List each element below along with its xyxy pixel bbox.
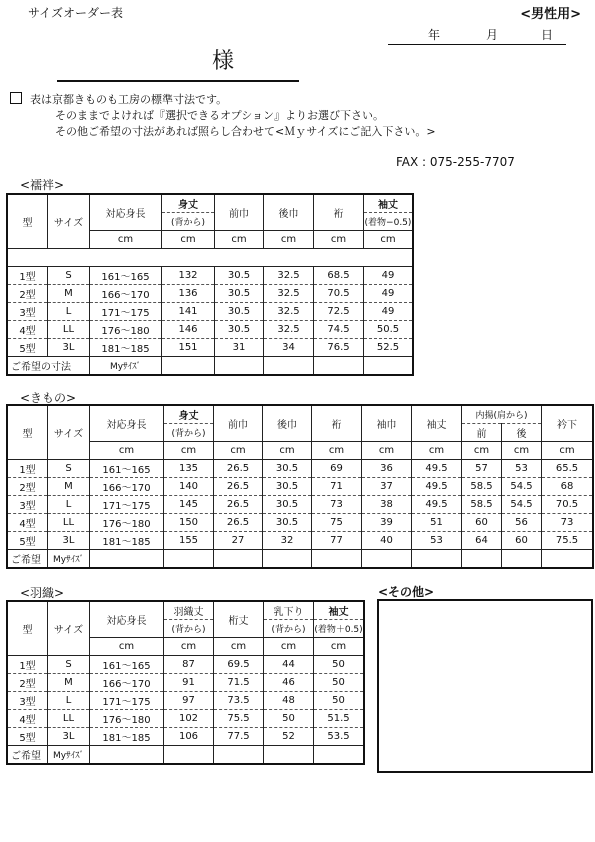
kimono-cell: 60 (462, 514, 502, 532)
haori-table (7, 601, 364, 764)
juban-cell: 166～170 (90, 285, 162, 303)
haori-cell: 77.5 (214, 728, 264, 746)
haori-custom-label: ご希望 (8, 746, 48, 764)
kimono-cell: 2型 (8, 478, 48, 496)
haori-section-title: <羽織> (20, 586, 65, 600)
juban-cell: 141 (162, 303, 215, 321)
kimono-cell: 60 (502, 532, 542, 550)
kimono-header-uchiage: 内揚(肩から) (462, 406, 542, 424)
kimono-cell: 57 (462, 460, 502, 478)
row-spacer (8, 249, 413, 267)
unit-cell: cm (502, 442, 542, 460)
kimono-cell: S (48, 460, 90, 478)
kimono-cell: 27 (214, 532, 263, 550)
haori-cell: 73.5 (214, 692, 264, 710)
juban-cell: M (48, 285, 90, 303)
kimono-body (8, 460, 593, 550)
haori-cell: 166～170 (90, 674, 164, 692)
kimono-row (8, 496, 593, 514)
date-day-label: 日 (541, 28, 554, 42)
juban-custom-label: ご希望の寸法 (8, 357, 90, 375)
kimono-cell: 145 (164, 496, 214, 514)
kimono-cell: 3L (48, 532, 90, 550)
juban-cell: 74.5 (314, 321, 364, 339)
intro-line-1: 表は京都きものも工房の標準寸法です。 (30, 93, 228, 106)
haori-cell: 50 (264, 710, 314, 728)
juban-cell: 181～185 (90, 339, 162, 357)
haori-header-ketatake: 桁丈 (214, 602, 264, 638)
kimono-cell: 38 (362, 496, 412, 514)
juban-cell: 50.5 (364, 321, 413, 339)
kimono-cell: 53 (412, 532, 462, 550)
unit-cell: cm (164, 638, 214, 656)
juban-cell: 30.5 (215, 303, 264, 321)
juban-cell: 68.5 (314, 267, 364, 285)
juban-header-ushirohaba: 後巾 (264, 195, 314, 231)
haori-sub-sodetake: (着物＋0.5) (314, 620, 364, 638)
kimono-cell: 26.5 (214, 460, 263, 478)
kimono-sub-mae: 前 (462, 424, 502, 442)
kimono-cell: 135 (164, 460, 214, 478)
haori-cell: LL (48, 710, 90, 728)
haori-cell: 3型 (8, 692, 48, 710)
haori-cell: M (48, 674, 90, 692)
haori-header-haoritake: 羽織丈 (164, 602, 214, 620)
intro-text (10, 92, 436, 140)
juban-cell: 30.5 (215, 285, 264, 303)
haori-input-haoritake[interactable] (164, 746, 214, 764)
juban-input-sodetake[interactable] (364, 357, 413, 375)
kimono-cell: 56 (502, 514, 542, 532)
haori-cell: 1型 (8, 656, 48, 674)
kimono-input-eri[interactable] (542, 550, 593, 568)
kimono-cell: 65.5 (542, 460, 593, 478)
kimono-cell: 37 (362, 478, 412, 496)
kimono-cell: 5型 (8, 532, 48, 550)
haori-header-height: 対応身長 (90, 602, 164, 638)
kimono-cell: 30.5 (263, 514, 312, 532)
unit-cell: cm (162, 231, 215, 249)
date-field-line[interactable] (388, 44, 566, 45)
kimono-cell: 30.5 (263, 460, 312, 478)
unit-cell: cm (90, 231, 162, 249)
juban-my-size-label: Myｻｲｽﾞ (90, 357, 162, 375)
kimono-cell: 26.5 (214, 496, 263, 514)
kimono-cell: L (48, 496, 90, 514)
kimono-row (8, 514, 593, 532)
juban-header-yuki: 裄 (314, 195, 364, 231)
kimono-cell: 54.5 (502, 496, 542, 514)
kimono-cell: 51 (412, 514, 462, 532)
juban-row (8, 267, 413, 285)
juban-cell: 4型 (8, 321, 48, 339)
juban-cell: 171～175 (90, 303, 162, 321)
kimono-custom-label: ご希望 (8, 550, 48, 568)
kimono-input-mitake[interactable] (164, 550, 214, 568)
juban-cell: 1型 (8, 267, 48, 285)
kimono-cell: 171～175 (90, 496, 164, 514)
haori-input-ketatake[interactable] (214, 746, 264, 764)
unit-cell: cm (264, 638, 314, 656)
juban-cell: 161～165 (90, 267, 162, 285)
kimono-cell: 3型 (8, 496, 48, 514)
haori-row (8, 692, 364, 710)
juban-cell: 76.5 (314, 339, 364, 357)
kimono-input-yuki[interactable] (312, 550, 362, 568)
kimono-cell: 53 (502, 460, 542, 478)
haori-cell: 52 (264, 728, 314, 746)
kimono-cell: 58.5 (462, 478, 502, 496)
other-notes-box[interactable] (377, 599, 593, 773)
haori-cell: 71.5 (214, 674, 264, 692)
kimono-cell: 69 (312, 460, 362, 478)
unit-cell: cm (462, 442, 502, 460)
kimono-cell: 166～170 (90, 478, 164, 496)
kimono-header-mitake: 身丈 (164, 406, 214, 424)
kimono-cell: 75.5 (542, 532, 593, 550)
haori-cell: 97 (164, 692, 214, 710)
juban-cell: 176～180 (90, 321, 162, 339)
juban-row (8, 303, 413, 321)
unit-cell: cm (312, 442, 362, 460)
gender-label: <男性用> (520, 7, 581, 22)
kimono-cell: 68 (542, 478, 593, 496)
kimono-cell: 140 (164, 478, 214, 496)
kimono-header-yuki: 裄 (312, 406, 362, 442)
juban-cell: 32.5 (264, 321, 314, 339)
juban-header-maehaba: 前巾 (215, 195, 264, 231)
kimono-cell: 1型 (8, 460, 48, 478)
kimono-cell: M (48, 478, 90, 496)
haori-cell: 69.5 (214, 656, 264, 674)
juban-cell: L (48, 303, 90, 321)
haori-row (8, 710, 364, 728)
kimono-sub-mitake: (背から) (164, 424, 214, 442)
intro-line-2: そのままでよければ『選択できるオプション』よりお選び下さい。 (55, 109, 385, 122)
kimono-input-height[interactable] (90, 550, 164, 568)
haori-cell: 53.5 (314, 728, 364, 746)
haori-my-size-label: Myｻｲｽﾞ (48, 746, 90, 764)
kimono-cell: 49.5 (412, 496, 462, 514)
haori-cell: 50 (314, 674, 364, 692)
unit-cell: cm (362, 442, 412, 460)
juban-cell: 2型 (8, 285, 48, 303)
unit-cell: cm (215, 231, 264, 249)
juban-cell: 3型 (8, 303, 48, 321)
haori-row (8, 656, 364, 674)
juban-table (7, 194, 413, 375)
kimono-cell: 176～180 (90, 514, 164, 532)
haori-cell: 2型 (8, 674, 48, 692)
kimono-cell: 73 (542, 514, 593, 532)
kimono-header-ushirohaba: 後巾 (263, 406, 312, 442)
kimono-input-maehaba[interactable] (214, 550, 263, 568)
kimono-input-sodetake[interactable] (412, 550, 462, 568)
juban-cell: 34 (264, 339, 314, 357)
unit-cell: cm (264, 231, 314, 249)
juban-body (8, 267, 413, 357)
kimono-row (8, 460, 593, 478)
other-section-title: <その他> (378, 585, 435, 599)
juban-cell: 52.5 (364, 339, 413, 357)
kimono-input-uchiage-ushiro[interactable] (502, 550, 542, 568)
kimono-cell: 39 (362, 514, 412, 532)
kimono-cell: 150 (164, 514, 214, 532)
unit-cell: cm (90, 638, 164, 656)
juban-cell: 5型 (8, 339, 48, 357)
kimono-cell: 49.5 (412, 478, 462, 496)
document-title: サイズオーダー表 (28, 6, 124, 20)
juban-header-size: サイズ (48, 195, 90, 249)
customer-name-line[interactable] (57, 80, 299, 82)
juban-cell: 136 (162, 285, 215, 303)
kimono-header-height: 対応身長 (90, 406, 164, 442)
kimono-input-ushirohaba[interactable] (263, 550, 312, 568)
unit-cell: cm (364, 231, 413, 249)
kimono-section-title: <きもの> (20, 391, 77, 405)
kimono-cell: 30.5 (263, 496, 312, 514)
unit-cell: cm (90, 442, 164, 460)
haori-cell: 46 (264, 674, 314, 692)
juban-cell: 30.5 (215, 321, 264, 339)
haori-input-chisagari[interactable] (264, 746, 314, 764)
juban-cell: 31 (215, 339, 264, 357)
haori-cell: 44 (264, 656, 314, 674)
haori-row (8, 674, 364, 692)
juban-header-kata: 型 (8, 195, 48, 249)
kimono-header-sodehaba: 袖巾 (362, 406, 412, 442)
kimono-cell: 71 (312, 478, 362, 496)
kimono-table (7, 405, 593, 568)
haori-cell: 48 (264, 692, 314, 710)
kimono-cell: 54.5 (502, 478, 542, 496)
juban-cell: 32.5 (264, 267, 314, 285)
haori-row (8, 728, 364, 746)
haori-cell: 51.5 (314, 710, 364, 728)
kimono-row (8, 532, 593, 550)
juban-sub-sode: (着物−0.5) (364, 213, 413, 231)
kimono-cell: 30.5 (263, 478, 312, 496)
kimono-header-eri: 衿下 (542, 406, 593, 442)
haori-cell: 50 (314, 692, 364, 710)
kimono-sub-ushiro: 後 (502, 424, 542, 442)
kimono-cell: 49.5 (412, 460, 462, 478)
kimono-input-uchiage-mae[interactable] (462, 550, 502, 568)
unit-cell: cm (164, 442, 214, 460)
juban-cell: 132 (162, 267, 215, 285)
haori-cell: 4型 (8, 710, 48, 728)
juban-row (8, 339, 413, 357)
fax-number: FAX : 075-255-7707 (396, 155, 515, 169)
haori-cell: 176～180 (90, 710, 164, 728)
kimono-cell: 36 (362, 460, 412, 478)
juban-cell: 146 (162, 321, 215, 339)
haori-sub-chisagari: (背から) (264, 620, 314, 638)
juban-cell: S (48, 267, 90, 285)
juban-cell: 70.5 (314, 285, 364, 303)
honorific-sama: 様 (212, 49, 235, 74)
haori-cell: 106 (164, 728, 214, 746)
haori-cell: L (48, 692, 90, 710)
unit-cell: cm (542, 442, 593, 460)
haori-body (8, 656, 364, 746)
juban-row (8, 285, 413, 303)
juban-header-sodetake: 袖丈 (364, 195, 413, 213)
juban-cell: 3L (48, 339, 90, 357)
kimono-cell: 64 (462, 532, 502, 550)
kimono-cell: 70.5 (542, 496, 593, 514)
kimono-cell: 155 (164, 532, 214, 550)
haori-header-chisagari: 乳下り (264, 602, 314, 620)
unit-cell: cm (314, 638, 364, 656)
kimono-cell: 26.5 (214, 478, 263, 496)
haori-cell: 50 (314, 656, 364, 674)
kimono-cell: 181～185 (90, 532, 164, 550)
kimono-cell: 58.5 (462, 496, 502, 514)
juban-input-yuki[interactable] (314, 357, 364, 375)
haori-input-sodetake[interactable] (314, 746, 364, 764)
haori-cell: 75.5 (214, 710, 264, 728)
haori-cell: 5型 (8, 728, 48, 746)
juban-sub-mitake: (背から) (162, 213, 215, 231)
kimono-cell: LL (48, 514, 90, 532)
juban-cell: 49 (364, 267, 413, 285)
juban-header-mitake: 身丈 (162, 195, 215, 213)
kimono-cell: 73 (312, 496, 362, 514)
juban-input-ushirohaba[interactable] (264, 357, 314, 375)
juban-cell: 32.5 (264, 285, 314, 303)
haori-header-kata: 型 (8, 602, 48, 656)
date-year-label: 年 (428, 28, 441, 42)
juban-cell: 32.5 (264, 303, 314, 321)
juban-section-title: <襦袢> (20, 178, 65, 192)
unit-cell: cm (263, 442, 312, 460)
kimono-header-sodetake: 袖丈 (412, 406, 462, 442)
juban-cell: 30.5 (215, 267, 264, 285)
unit-cell: cm (214, 638, 264, 656)
juban-input-maehaba[interactable] (215, 357, 264, 375)
unit-cell: cm (314, 231, 364, 249)
haori-header-size: サイズ (48, 602, 90, 656)
haori-cell: 91 (164, 674, 214, 692)
haori-cell: 87 (164, 656, 214, 674)
kimono-cell: 26.5 (214, 514, 263, 532)
kimono-cell: 4型 (8, 514, 48, 532)
haori-cell: 102 (164, 710, 214, 728)
juban-cell: 49 (364, 285, 413, 303)
kimono-header-size: サイズ (48, 406, 90, 460)
kimono-input-sodehaba[interactable] (362, 550, 412, 568)
haori-cell: 171～175 (90, 692, 164, 710)
kimono-header-maehaba: 前巾 (214, 406, 263, 442)
intro-line-3: その他ご希望の寸法があれば照らし合わせて<Ｍｙサイズにご記入下さい。> (55, 125, 436, 138)
haori-header-sodetake: 袖丈 (314, 602, 364, 620)
date-month-label: 月 (486, 28, 499, 42)
kimono-header-kata: 型 (8, 406, 48, 460)
juban-input-mitake[interactable] (162, 357, 215, 375)
kimono-cell: 32 (263, 532, 312, 550)
juban-cell: 151 (162, 339, 215, 357)
haori-input-height[interactable] (90, 746, 164, 764)
kimono-cell: 75 (312, 514, 362, 532)
juban-row (8, 321, 413, 339)
unit-cell: cm (214, 442, 263, 460)
juban-cell: LL (48, 321, 90, 339)
haori-cell: 161～165 (90, 656, 164, 674)
haori-cell: S (48, 656, 90, 674)
haori-sub-haoritake: (背から) (164, 620, 214, 638)
juban-cell: 72.5 (314, 303, 364, 321)
juban-header-height: 対応身長 (90, 195, 162, 231)
haori-cell: 3L (48, 728, 90, 746)
checkbox-icon[interactable] (10, 92, 22, 104)
kimono-cell: 77 (312, 532, 362, 550)
juban-cell: 49 (364, 303, 413, 321)
unit-cell: cm (412, 442, 462, 460)
kimono-cell: 161～165 (90, 460, 164, 478)
haori-cell: 181～185 (90, 728, 164, 746)
kimono-cell: 40 (362, 532, 412, 550)
kimono-my-size-label: Myｻｲｽﾞ (48, 550, 90, 568)
kimono-row (8, 478, 593, 496)
